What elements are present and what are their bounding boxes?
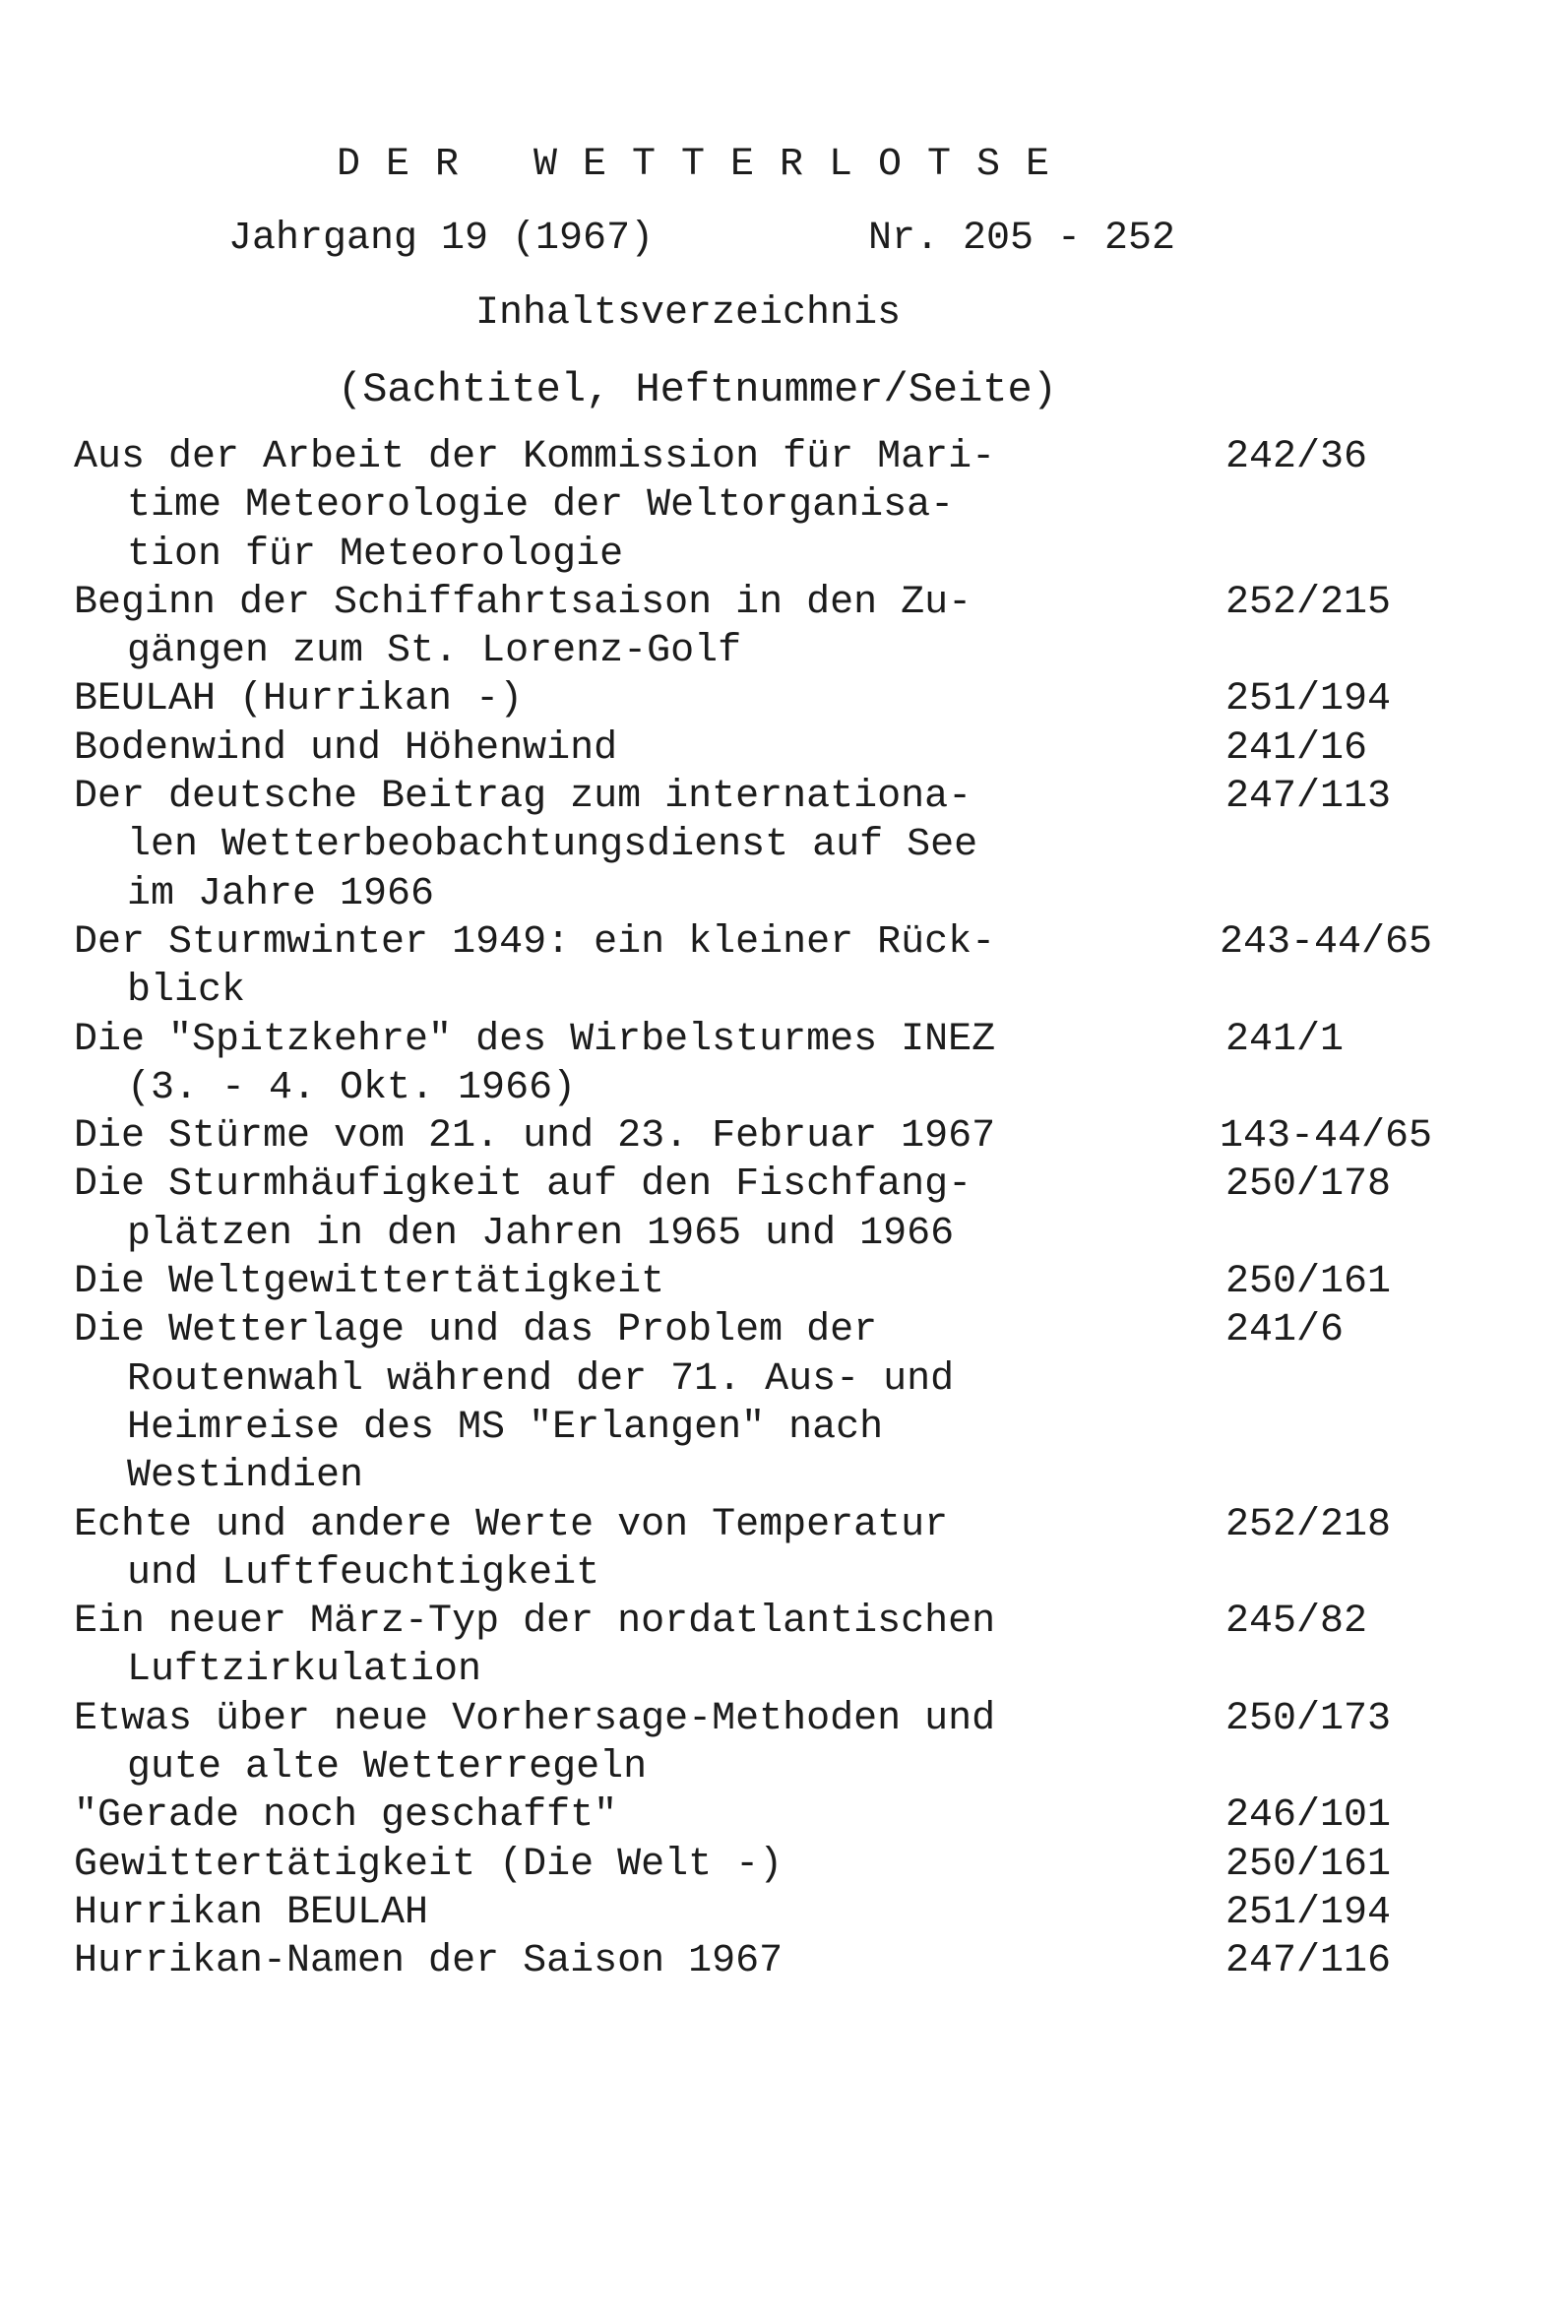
- toc-entry-title-line: Beginn der Schiffahrtsaison in den Zu-: [74, 580, 972, 625]
- toc-entry-title: [74, 1889, 1147, 1937]
- toc-entry-title-line: Die Weltgewittertätigkeit: [74, 1260, 665, 1305]
- toc-heading: Inhaltsverzeichnis: [475, 291, 902, 336]
- toc-entry-title-line: und Luftfeuchtigkeit: [127, 1550, 600, 1596]
- toc-entry: [74, 1598, 1432, 1695]
- toc-entry-title: [74, 1695, 1147, 1792]
- toc-entry-ref: 241/6: [1225, 1308, 1345, 1353]
- toc-entry-ref: 242/36: [1225, 435, 1368, 479]
- toc-entry-title: [74, 724, 1147, 773]
- toc-entry: [74, 1161, 1432, 1258]
- toc-entry-ref: 243-44/65: [1219, 919, 1432, 965]
- toc-entry-title: [74, 433, 1147, 579]
- toc-entry-ref: 245/82: [1225, 1600, 1368, 1645]
- toc-entry: [74, 1112, 1432, 1161]
- toc-entry: [74, 773, 1432, 918]
- toc-entry-title: [74, 579, 1147, 676]
- toc-entry-title-line: Der deutsche Beitrag zum internationa-: [74, 775, 972, 820]
- volume-label: Jahrgang 19 (1967): [228, 217, 655, 261]
- toc-entry: [74, 1306, 1432, 1500]
- toc-entry: [74, 1258, 1432, 1306]
- toc-entry-ref: 250/161: [1225, 1842, 1392, 1887]
- document-title: DER WETTERLOTSE: [337, 143, 1076, 187]
- toc-entry-title: [74, 1598, 1147, 1695]
- toc-subheading: (Sachtitel, Heftnummer/Seite): [338, 366, 1057, 413]
- toc-entry-title-line: Routenwahl während der 71. Aus- und: [127, 1356, 955, 1402]
- toc-entry: [74, 1937, 1432, 1985]
- toc-entry-title-line: Hurrikan BEULAH: [74, 1890, 429, 1935]
- toc-entry-ref: 251/194: [1225, 1890, 1392, 1935]
- toc-entry-title-line: Die Stürme vom 21. und 23. Februar 1967: [74, 1114, 996, 1160]
- toc-entry-title-line: Die "Spitzkehre" des Wirbelsturmes INEZ: [74, 1017, 996, 1062]
- toc-entry-title-line: plätzen in den Jahren 1965 und 1966: [127, 1211, 955, 1256]
- toc-entry: [74, 918, 1432, 1016]
- toc-entry-title-line: Westindien: [127, 1454, 364, 1499]
- toc-entry: [74, 579, 1432, 676]
- toc-list: [74, 433, 1432, 1986]
- toc-entry-title-line: gängen zum St. Lorenz-Golf: [127, 629, 742, 674]
- toc-entry-ref: 143-44/65: [1219, 1114, 1432, 1160]
- toc-entry-ref: 252/215: [1225, 580, 1392, 625]
- toc-entry-title: [74, 918, 1141, 1016]
- toc-entry-ref: 241/16: [1225, 725, 1368, 771]
- toc-entry: [74, 1889, 1432, 1937]
- toc-entry-title-line: tion für Meteorologie: [127, 532, 624, 577]
- toc-entry-title-line: len Wetterbeobachtungsdienst auf See: [127, 823, 978, 868]
- toc-entry-title-line: Die Wetterlage und das Problem der: [74, 1308, 878, 1353]
- toc-entry-ref: 246/101: [1225, 1793, 1392, 1839]
- toc-entry-ref: 251/194: [1225, 677, 1392, 722]
- toc-entry-ref: 241/1: [1225, 1017, 1345, 1062]
- toc-entry-title-line: (3. - 4. Okt. 1966): [127, 1065, 577, 1110]
- toc-entry-title-line: blick: [127, 969, 246, 1014]
- toc-entry: [74, 1016, 1432, 1113]
- toc-entry: [74, 1791, 1432, 1840]
- toc-entry-title-line: time Meteorologie der Weltorganisa-: [127, 483, 955, 529]
- toc-entry: [74, 433, 1432, 579]
- toc-entry-title-line: Echte und andere Werte von Temperatur: [74, 1502, 949, 1547]
- toc-entry-title-line: Die Sturmhäufigkeit auf den Fischfang-: [74, 1162, 972, 1208]
- toc-entry-title-line: BEULAH (Hurrikan -): [74, 677, 524, 722]
- toc-entry-title-line: Heimreise des MS "Erlangen" nach: [127, 1405, 884, 1450]
- toc-entry-title-line: Aus der Arbeit der Kommission für Mari-: [74, 435, 996, 479]
- toc-entry-ref: 250/173: [1225, 1696, 1392, 1741]
- toc-entry-ref: 247/113: [1225, 775, 1392, 820]
- toc-entry-title: [74, 1791, 1147, 1840]
- toc-entry-title: [74, 1016, 1147, 1113]
- toc-entry-title-line: Luftzirkulation: [127, 1648, 482, 1693]
- toc-entry-title-line: Der Sturmwinter 1949: ein kleiner Rück-: [74, 919, 996, 965]
- toc-entry-title: [74, 1937, 1147, 1985]
- toc-entry-title-line: Etwas über neue Vorhersage-Methoden und: [74, 1696, 996, 1741]
- toc-entry-title-line: Hurrikan-Namen der Saison 1967: [74, 1939, 784, 1984]
- toc-entry-ref: 250/161: [1225, 1260, 1392, 1305]
- toc-entry: [74, 1695, 1432, 1792]
- toc-entry-ref: 247/116: [1225, 1939, 1392, 1984]
- toc-entry-title: [74, 1306, 1147, 1500]
- toc-entry-title-line: Ein neuer März-Typ der nordatlantischen: [74, 1600, 996, 1645]
- toc-entry-title-line: gute alte Wetterregeln: [127, 1745, 648, 1790]
- toc-entry-title: [74, 1258, 1147, 1306]
- issue-range: Nr. 205 - 252: [868, 217, 1176, 261]
- toc-entry-title: [74, 675, 1147, 723]
- toc-entry-title-line: im Jahre 1966: [127, 871, 435, 916]
- toc-entry-ref: 250/178: [1225, 1162, 1392, 1208]
- toc-entry-title: [74, 1112, 1141, 1161]
- toc-entry-ref: 252/218: [1225, 1502, 1392, 1547]
- toc-entry: [74, 675, 1432, 723]
- toc-entry-title-line: Bodenwind und Höhenwind: [74, 725, 618, 771]
- toc-entry-title-line: Gewittertätigkeit (Die Welt -): [74, 1842, 784, 1887]
- toc-entry-title: [74, 1841, 1147, 1889]
- toc-entry-title: [74, 1161, 1147, 1258]
- toc-entry: [74, 1501, 1432, 1599]
- toc-entry-title-line: "Gerade noch geschafft": [74, 1793, 618, 1839]
- toc-entry-title: [74, 773, 1147, 918]
- toc-entry: [74, 724, 1432, 773]
- toc-entry: [74, 1841, 1432, 1889]
- toc-entry-title: [74, 1501, 1147, 1599]
